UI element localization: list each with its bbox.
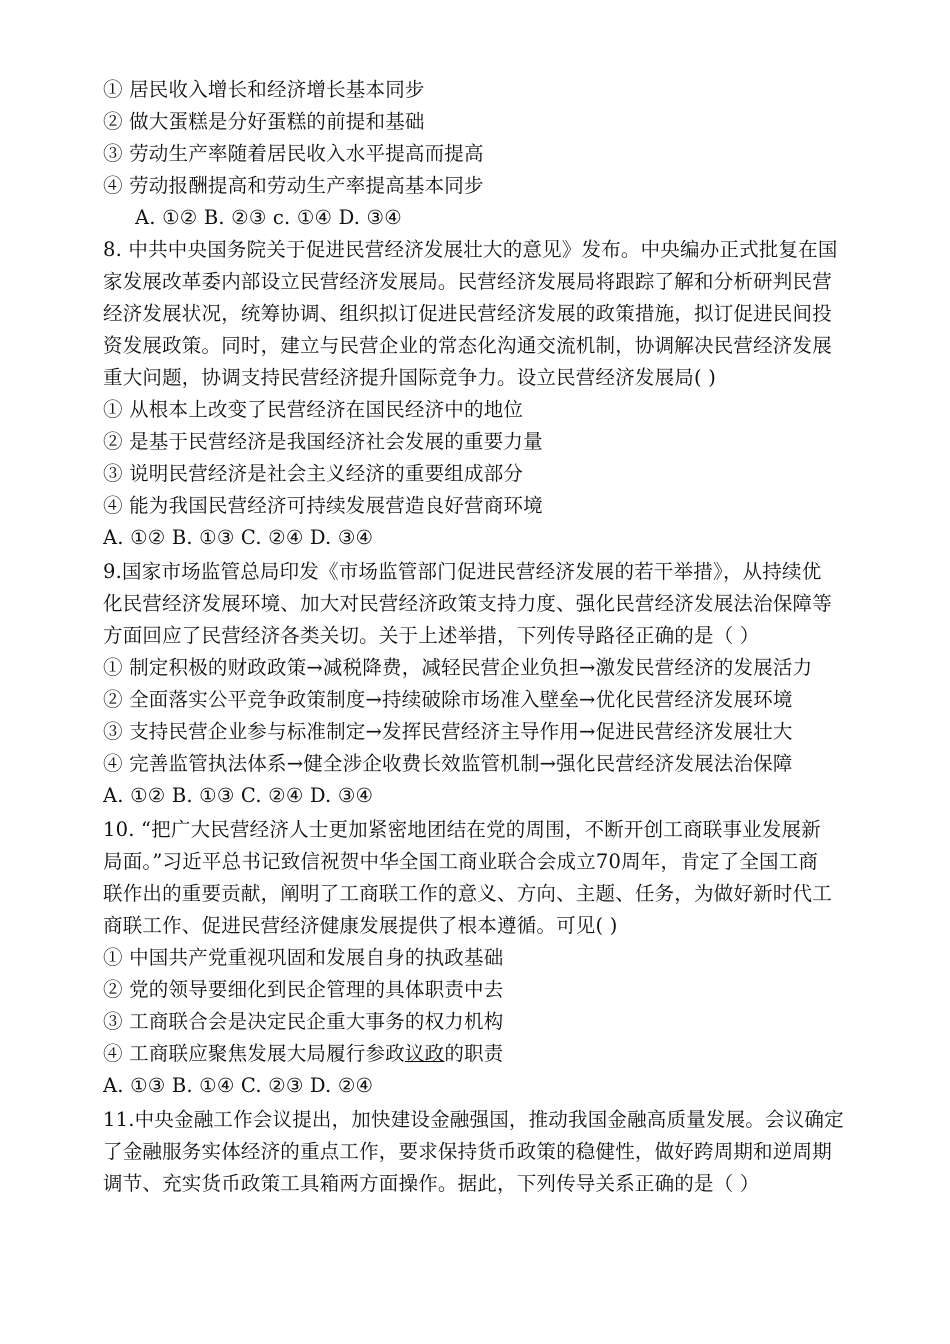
q8-stem-line-5: 重大问题，协调支持民营经济提升国际竞争力。设立民营经济发展局( ) xyxy=(103,366,717,389)
q11-stem-line-1: 11.中央金融工作会议提出，加快建设金融强国，推动我国金融高质量发展。会议确定 xyxy=(103,1108,844,1131)
q8-stem-line-4: 资发展政策。同时，建立与民营企业的常态化沟通交流机制，协调解决民营经济发展 xyxy=(103,334,832,357)
q9-stem-line-1: 9.国家市场监管总局印发《市场监管部门促进民营经济发展的若干举措》，从持续优 xyxy=(103,560,822,583)
q7-item-1: ① 居民收入增长和经济增长基本同步 xyxy=(103,78,425,101)
q10-item-4 xyxy=(103,1038,863,1070)
q10-item-2: ② 党的领导要细化到民企管理的具体职责中去 xyxy=(103,978,504,1001)
q7-item-3: ③ 劳动生产率随着居民收入水平提高而提高 xyxy=(103,142,484,165)
q8-options: A. ①② B. ①③ C. ②④ D. ③④ xyxy=(103,526,374,549)
q8-item-3: ③ 说明民营经济是社会主义经济的重要组成部分 xyxy=(103,462,524,485)
q10-stem-line-2: 局面。”习近平总书记致信祝贺中华全国工商业联合会成立70周年，肯定了全国工商 xyxy=(103,850,819,873)
q9-stem-line-3: 方面回应了民营经济各类关切。关于上述举措，下列传导路径正确的是（ ） xyxy=(103,624,760,647)
q7-options: A. ①② B. ②③ c. ①④ D. ③④ xyxy=(135,206,402,229)
q10-item-3: ③ 工商联合会是决定民企重大事务的权力机构 xyxy=(103,1010,504,1033)
q10-item-1: ① 中国共产党重视巩固和发展自身的执政基础 xyxy=(103,946,504,969)
q11-stem-line-2: 了金融服务实体经济的重点工作，要求保持货币政策的稳健性，做好跨周期和逆周期 xyxy=(103,1140,832,1163)
q9-item-3: ③ 支持民营企业参与标准制定→发挥民营经济主导作用→促进民营经济发展壮大 xyxy=(103,720,793,743)
q8-item-1: ① 从根本上改变了民营经济在国民经济中的地位 xyxy=(103,398,524,421)
q10-item-4-underlined: 议政 xyxy=(404,1042,445,1065)
q10-stem-line-4: 商联工作、促进民营经济健康发展提供了根本遵循。可见( ) xyxy=(103,914,618,937)
q8-stem-line-1: 8. 中共中央国务院关于促进民营经济发展壮大的意见》发布。中央编办正式批复在国 xyxy=(103,238,838,261)
q9-item-1: ① 制定积极的财政政策→减税降费，减轻民营企业负担→激发民营经济的发展活力 xyxy=(103,656,813,679)
q8-item-4: ④ 能为我国民营经济可持续发展营造良好营商环境 xyxy=(103,494,543,517)
q8-item-2: ② 是基于民营经济是我国经济社会发展的重要力量 xyxy=(103,430,543,453)
q10-item-4-prefix: ④ 工商联应聚焦发展大局履行参政 xyxy=(103,1042,405,1065)
q9-stem-line-2: 化民营经济发展环境、加大对民营经济政策支持力度、强化民营经济发展法治保障等 xyxy=(103,592,832,615)
q7-item-4: ④ 劳动报酬提高和劳动生产率提高基本同步 xyxy=(103,174,484,197)
q9-item-2: ② 全面落实公平竞争政策制度→持续破除市场准入壁垒→优化民营经济发展环境 xyxy=(103,688,793,711)
q9-options: A. ①② B. ①③ C. ②④ D. ③④ xyxy=(103,784,374,807)
q10-stem-line-3: 联作出的重要贡献，阐明了工商联工作的意义、方向、主题、任务，为做好新时代工 xyxy=(103,882,832,905)
q10-options: A. ①③ B. ①④ C. ②③ D. ②④ xyxy=(103,1074,374,1097)
q7-item-2: ② 做大蛋糕是分好蛋糕的前提和基础 xyxy=(103,110,425,133)
q8-stem-line-2: 家发展改革委内部设立民营经济发展局。民营经济发展局将跟踪了解和分析研判民营 xyxy=(103,270,832,293)
q8-stem-line-3: 经济发展状况，统筹协调、组织拟订促进民营经济发展的政策措施，拟订促进民间投 xyxy=(103,302,832,325)
q10-item-4-suffix: 的职责 xyxy=(444,1042,504,1065)
q10-stem-line-1: 10. “把广大民营经济人士更加紧密地团结在党的周围，不断开创工商联事业发展新 xyxy=(103,818,821,841)
q9-item-4: ④ 完善监管执法体系→健全涉企收费长效监管机制→强化民营经济发展法治保障 xyxy=(103,752,793,775)
q11-stem-line-3: 调节、充实货币政策工具箱两方面操作。据此，下列传导关系正确的是（ ） xyxy=(103,1172,760,1195)
